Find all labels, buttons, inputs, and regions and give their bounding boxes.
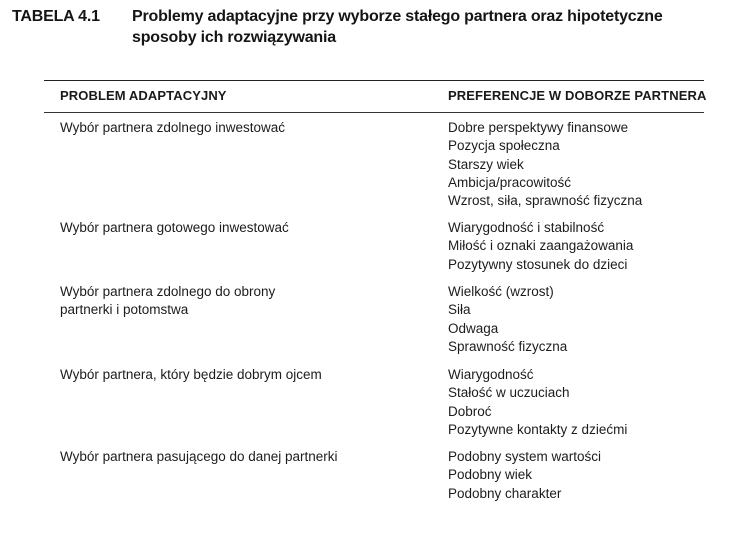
problem-text: Wybór partnera zdolnego do obrony bbox=[60, 284, 276, 299]
preference-item: Ambicja/pracowitość bbox=[448, 174, 572, 190]
problem-cell bbox=[60, 366, 390, 384]
caption-line-1 bbox=[12, 6, 727, 27]
preference-item: Podobny system wartości bbox=[448, 449, 602, 464]
table-title-line-2: sposoby ich rozwiązywania bbox=[132, 29, 336, 46]
problem-text: partnerki i potomstwa bbox=[60, 302, 189, 318]
preference-item: Pozytywne kontakty z dziećmi bbox=[448, 421, 628, 437]
preference-item: Stałość w uczuciach bbox=[448, 385, 570, 401]
problem-text: Wybór partnera pasującego do danej partnerki bbox=[60, 449, 338, 464]
preference-item: Pozycja społeczna bbox=[448, 138, 560, 154]
problem-cell bbox=[60, 119, 390, 137]
problem-cell bbox=[60, 448, 390, 466]
header-preferences: PREFERENCJE W DOBORZE PARTNERA bbox=[448, 88, 707, 103]
problem-cell bbox=[60, 219, 390, 237]
preference-item: Wiarygodność i stabilność bbox=[448, 220, 605, 235]
problem-cell bbox=[60, 283, 390, 320]
preference-item: Dobroć bbox=[448, 403, 492, 419]
header-rule bbox=[44, 112, 704, 113]
preference-item: Wzrost, siła, sprawność fizyczna bbox=[448, 193, 643, 209]
preference-item: Pozytywny stosunek do dzieci bbox=[448, 256, 628, 272]
top-rule bbox=[44, 80, 704, 81]
preferences-list bbox=[448, 448, 728, 503]
problem-text: Wybór partnera gotowego inwestować bbox=[60, 220, 289, 235]
preference-item: Podobny charakter bbox=[448, 485, 562, 501]
preference-item: Podobny wiek bbox=[448, 467, 533, 483]
preference-item: Siła bbox=[448, 302, 471, 318]
preference-item: Miłość i oznaki zaangażowania bbox=[448, 238, 634, 254]
preference-item: Odwaga bbox=[448, 320, 499, 336]
preferences-list bbox=[448, 283, 728, 356]
preference-item: Dobre perspektywy finansowe bbox=[448, 120, 629, 135]
preference-item: Wielkość (wzrost) bbox=[448, 284, 554, 299]
table-title-line-1: Problemy adaptacyjne przy wyborze stałego partnera oraz hipotetyczne bbox=[132, 8, 663, 25]
preferences-list bbox=[448, 219, 728, 274]
preferences-list bbox=[448, 366, 728, 439]
preference-item: Wiarygodność bbox=[448, 367, 534, 382]
table-number: TABELA 4.1 bbox=[12, 8, 100, 25]
problem-text: Wybór partnera zdolnego inwestować bbox=[60, 120, 285, 135]
header-problem: PROBLEM ADAPTACYJNY bbox=[60, 88, 227, 103]
problem-text: Wybór partnera, który będzie dobrym ojcem bbox=[60, 367, 322, 382]
table-caption bbox=[12, 6, 727, 48]
preference-item: Sprawność fizyczna bbox=[448, 338, 568, 354]
preferences-list bbox=[448, 119, 728, 210]
preference-item: Starszy wiek bbox=[448, 156, 524, 172]
